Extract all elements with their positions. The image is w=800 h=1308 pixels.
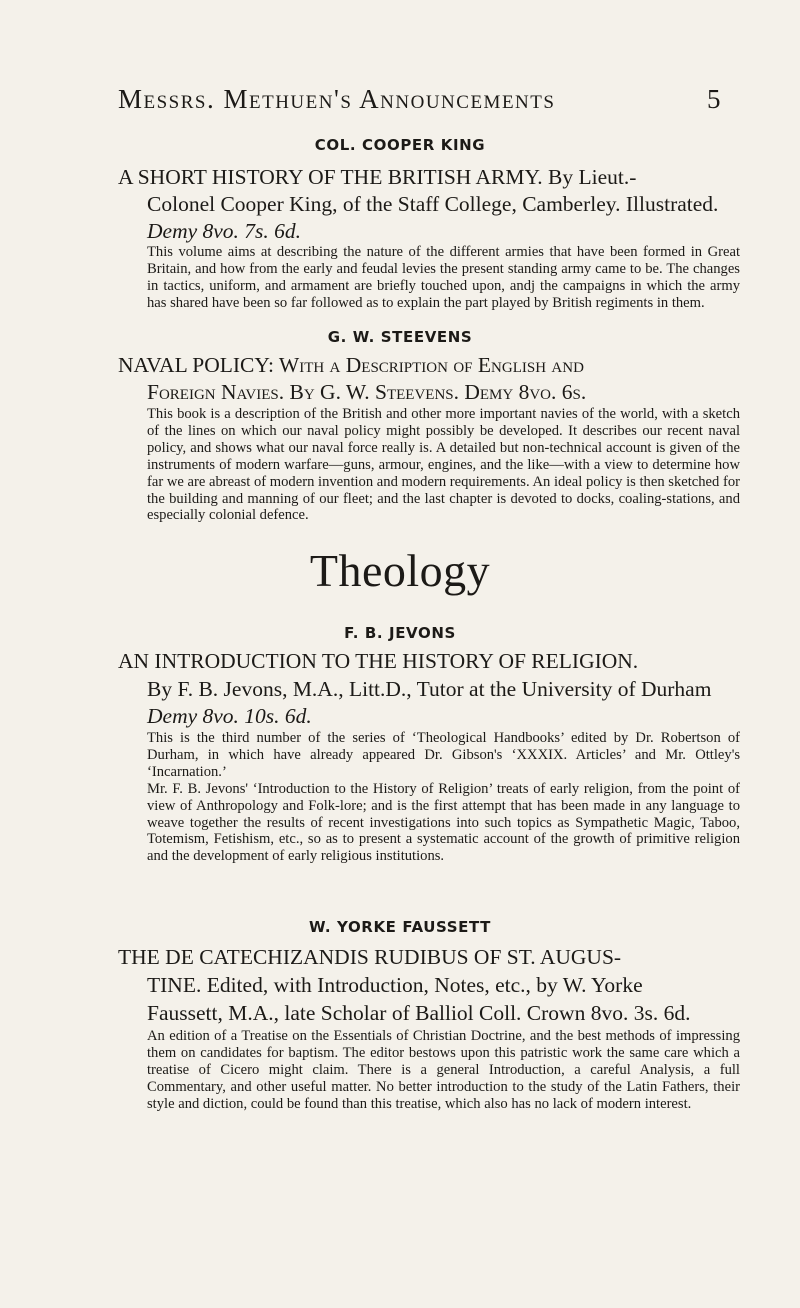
entry-description: This volume aims at describing the nature of the different armies that have been formed in Great Britain, and how from the early and feudal levies the present standing army came to be. The changes in tactics, uniform, and armament are briefly touched upon, andj the campaigns in which the army has shared have been so far followed as to explain the part played by British regiments in them. — [147, 244, 740, 311]
entry-description: This is the third number of the series of ‘Theological Handbooks’ edited by Dr. Robertson of Durham, in which have already appeared Dr. Gibson's ‘XXXIX. Articles’ and Mr. Ottley's ‘Incarnation.’ Mr. F. B. Jevons' ‘Introduction to the History of Religion’ treats of early religion, from the point of view of Anthropology and Folk-lore; and is the first attempt that has been made in any language to weave together the results of recent investigations into such topics as Sympathetic Magic, Taboo, Totemism, Fetishism, etc., so as to present a systematic account of the growth of primitive religion and the development of early religious institutions. — [147, 730, 740, 865]
entry-author: G. W. STEEVENS — [327, 328, 473, 346]
entry-description: This book is a description of the British and other more important navies of the world, with a sketch of the lines on which our naval policy might possibly be developed. It describes our recent naval policy, and shows what our naval force really is. A detailed but non-technical account is given of the instruments of modern warfare—guns, armour, engines, and the like—with a view to determine how far we are abreast of modern invention and modern requirements. An ideal policy is then sketched for the building and manning of our fleet; and the last chapter is devoted to docks, coaling-stations, and especially colonial defence. — [147, 406, 740, 524]
running-head-title: Messrs. Methuen's Announcements — [118, 84, 556, 114]
entry-title-line: Demy 8vo. 7s. 6d. — [147, 219, 302, 243]
entry-title-line: Faussett, M.A., late Scholar of Balliol Coll. Crown 8vo. 3s. 6d. — [147, 1001, 691, 1025]
page-number: 5 — [707, 84, 722, 114]
entry-title-line: NAVAL POLICY: With a Description of English and — [118, 353, 584, 377]
entry-author: W. YORKE FAUSSETT — [308, 918, 491, 936]
entry-author: F. B. JEVONS — [344, 624, 456, 642]
entry-title-line: By F. B. Jevons, M.A., Litt.D., Tutor at the University of Durham — [147, 677, 712, 701]
entry-title-line: Colonel Cooper King, of the Staff College, Camberley. Illustrated. — [147, 192, 719, 216]
entry-description: An edition of a Treatise on the Essentials of Christian Doctrine, and the best methods of impressing them on candidates for baptism. The editor bestows upon this patristic work the same care which a treatise of Cicero might claim. There is a general Introduction, a careful Analysis, a full Commentary, and other useful matter. No better introduction to the study of the Latin Fathers, their style and diction, could be found than this treatise, which also has no lack of modern interest. — [147, 1028, 740, 1112]
entry-title-line: Foreign Navies. By G. W. Steevens. Demy 8vo. 6s. — [147, 380, 587, 404]
entry-title-line: Demy 8vo. 10s. 6d. — [147, 704, 312, 728]
entry-author: COL. COOPER KING — [314, 136, 486, 154]
section-heading: Theology — [309, 545, 491, 596]
entry-title-line: AN INTRODUCTION TO THE HISTORY OF RELIGION. — [118, 649, 639, 673]
entry-title-line: A SHORT HISTORY OF THE BRITISH ARMY. By Lieut.- — [118, 165, 637, 189]
entry-title-line: THE DE CATECHIZANDIS RUDIBUS OF ST. AUGUS- — [118, 945, 622, 969]
running-head — [118, 84, 722, 115]
entry-title-line: TINE. Edited, with Introduction, Notes, etc., by W. Yorke — [147, 973, 643, 997]
